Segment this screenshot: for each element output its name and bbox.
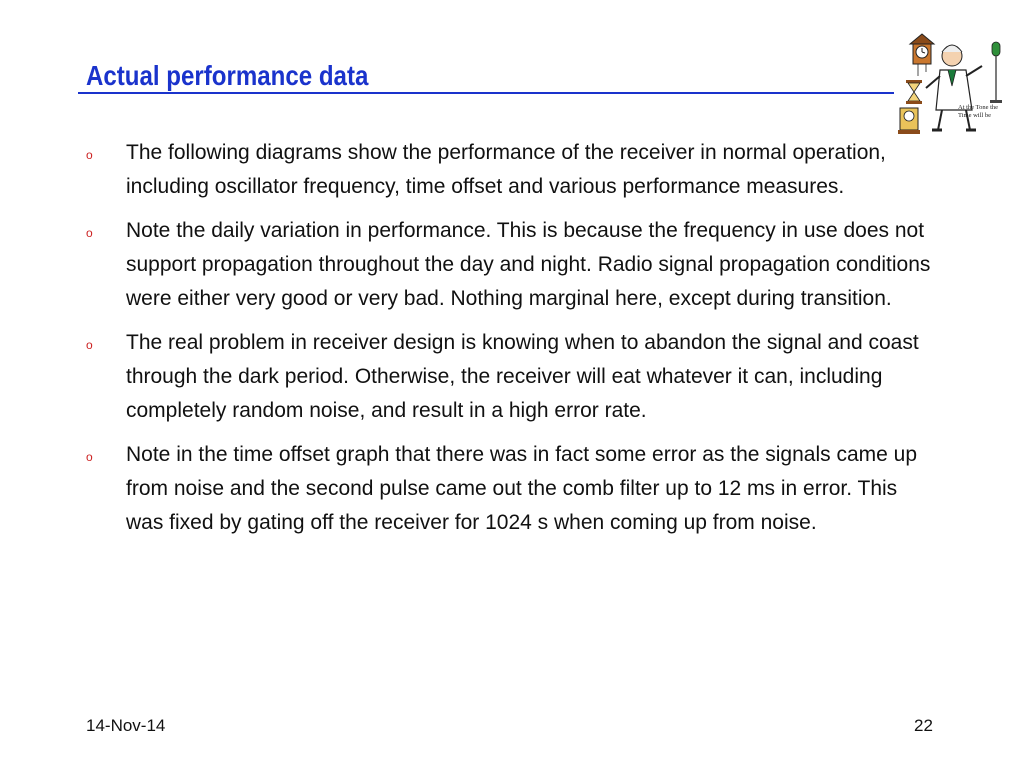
bullet-text: Note the daily variation in performance. This is because the frequency in use does not support propagation throughout the day and night. Radio signal propagation conditions were either very good or very bad. Nothing marginal here, except during transition. [126,219,931,310]
bullet-item [86,214,936,316]
clipart-caption: At the Tone the Time will be [958,104,999,119]
bullet-marker: o [86,148,93,162]
slide-title: Actual performance data [86,60,369,91]
bullet-item [86,326,936,428]
bullet-list [86,136,936,550]
bullet-marker: o [86,338,93,352]
title-underline [78,92,894,94]
bullet-text: The real problem in receiver design is knowing when to abandon the signal and coast through the dark period. Otherwise, the receiver will eat whatever it can, including completely random noise, and result in a high error rate. [126,331,919,422]
bullet-marker: o [86,226,93,240]
bullet-item [86,136,936,204]
footer-date: 14-Nov-14 [86,716,166,735]
bullet-text: Note in the time offset graph that there was in fact some error as the signals came up from noise and the second pulse came out the comb filter up to 12 ms in error. This was fixed by gating off the receiver for 1024 s when coming up from noise. [126,443,918,534]
bullet-marker: o [86,450,93,464]
bullet-item [86,438,936,540]
bullet-text: The following diagrams show the performance of the receiver in normal operation, including oscillator frequency, time offset and various performance measures. [126,141,886,198]
cuckoo-clock-icon [910,34,934,76]
timekeeper-clipart [896,30,1008,138]
desk-clock-icon [898,108,920,134]
page-number: 22 [914,716,933,735]
hourglass-icon [906,80,922,104]
microphone-icon [990,42,1002,103]
